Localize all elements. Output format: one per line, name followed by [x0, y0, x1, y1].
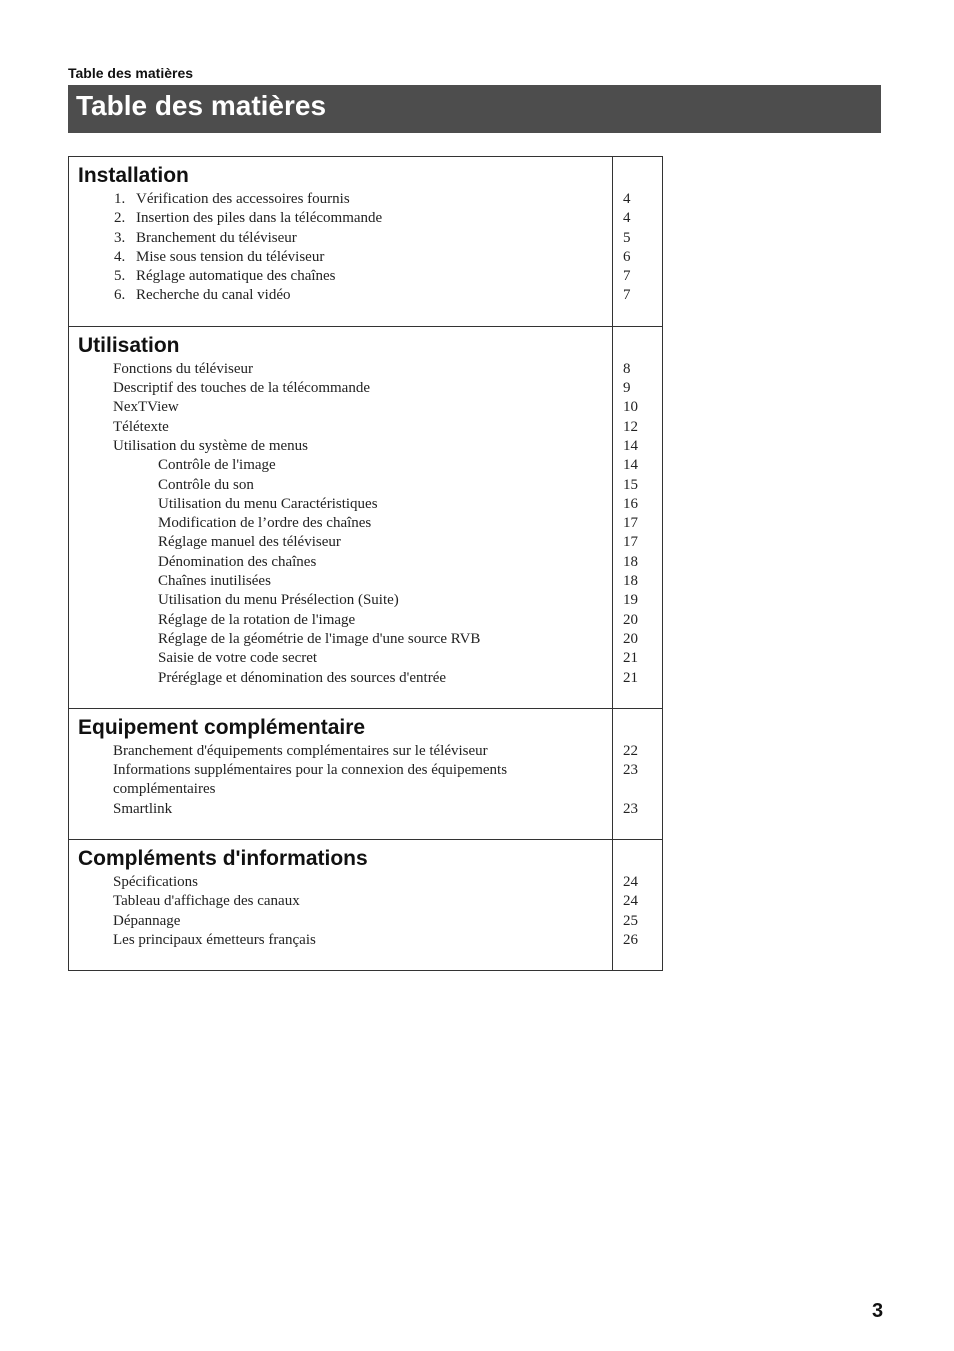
toc-entry[interactable] [78, 669, 612, 688]
entry-page: 10 [623, 399, 638, 416]
entry-page: 20 [623, 630, 638, 647]
entry-page: 22 [623, 742, 638, 759]
toc-entry[interactable] [78, 761, 612, 780]
entry-text: Informations supplémentaires pour la connexion des équipements [113, 762, 508, 779]
entry-text: Réglage de la géométrie de l'image d'une source RVB [158, 630, 481, 647]
toc-section [69, 157, 662, 326]
page-title: Table des matières [76, 90, 327, 121]
entry-page: 24 [623, 874, 638, 891]
toc-entry[interactable] [78, 931, 612, 950]
entry-number: 5. [114, 268, 126, 285]
entry-page: 20 [623, 611, 638, 628]
entry-page: 21 [623, 650, 638, 667]
entry-page: 23 [623, 762, 638, 779]
entry-text: Utilisation du système de menus [113, 437, 308, 454]
entry-page: 7 [623, 287, 631, 304]
entry-text: complémentaires [113, 781, 216, 798]
entry-text: Contrôle de l'image [158, 457, 276, 474]
toc-entry[interactable] [78, 476, 612, 495]
toc-table [68, 156, 663, 971]
entry-page: 4 [623, 191, 631, 207]
toc-entry[interactable] [78, 379, 612, 398]
section-pages [613, 840, 662, 970]
toc-entry[interactable] [78, 591, 612, 610]
entry-text: Tableau d'affichage des canaux [113, 893, 300, 910]
entry-page: 4 [623, 210, 631, 227]
entry-text: Mise sous tension du téléviseur [136, 248, 325, 265]
entry-page: 7 [623, 268, 631, 285]
toc-entry[interactable] [78, 248, 612, 267]
page-number: 3 [872, 1300, 884, 1322]
entry-page: 17 [623, 534, 638, 551]
toc-entry[interactable] [78, 572, 612, 591]
toc-entry[interactable] [78, 630, 612, 649]
entry-text: Réglage de la rotation de l'image [158, 611, 356, 628]
entry-page: 16 [623, 495, 638, 512]
entry-page: 6 [623, 248, 631, 265]
toc-entry[interactable] [78, 780, 612, 799]
entry-number: 6. [114, 287, 126, 304]
entry-page: 15 [623, 476, 638, 493]
entry-number: 3. [114, 229, 126, 246]
toc-entry[interactable] [78, 495, 612, 514]
title-bar [68, 85, 881, 133]
toc-entry[interactable] [78, 533, 612, 552]
section-pages [613, 157, 662, 326]
toc-entry[interactable] [78, 912, 612, 931]
entry-page: 18 [623, 573, 638, 590]
entry-text: Réglage manuel des téléviseur [158, 534, 341, 551]
section-title: Installation [78, 164, 189, 187]
section-pages [613, 327, 662, 708]
section-title: Compléments d'informations [78, 847, 368, 871]
toc-entry[interactable] [78, 418, 612, 437]
entry-text: NexTView [113, 399, 179, 416]
entry-page: 9 [623, 380, 631, 397]
entry-page: 26 [623, 931, 638, 948]
entry-page: 25 [623, 912, 638, 929]
section-title: Utilisation [78, 333, 180, 357]
toc-entry[interactable] [78, 267, 612, 286]
entry-number: 2. [114, 210, 126, 227]
toc-entry[interactable] [78, 190, 612, 209]
entry-page: 19 [623, 592, 638, 609]
entry-text: Réglage automatique des chaînes [136, 268, 336, 285]
toc-section [69, 708, 662, 839]
toc-section [69, 839, 662, 970]
toc-entry[interactable] [78, 800, 612, 819]
toc-entry[interactable] [78, 742, 612, 761]
toc-entry[interactable] [78, 649, 612, 668]
entry-text: Les principaux émetteurs français [113, 931, 316, 948]
section-pages [613, 709, 662, 839]
entry-text: Chaînes inutilisées [158, 573, 271, 590]
entry-text: Saisie de votre code secret [158, 650, 318, 667]
entry-text: Préréglage et dénomination des sources d'entrée [158, 669, 447, 686]
section-entries [69, 840, 613, 970]
entry-text: Insertion des piles dans la télécommande [136, 210, 383, 227]
toc-entry[interactable] [78, 873, 612, 892]
entry-page: 8 [623, 360, 631, 377]
toc-entry[interactable] [78, 398, 612, 417]
entry-text: Descriptif des touches de la télécommande [113, 380, 370, 397]
toc-section [69, 326, 662, 708]
section-entries [69, 709, 613, 839]
section-entries [69, 327, 613, 708]
entry-page: 18 [623, 553, 638, 570]
entry-page: 12 [623, 418, 638, 435]
entry-text: Dénomination des chaînes [158, 553, 317, 570]
entry-text: Dépannage [113, 912, 181, 929]
toc-entry[interactable] [78, 514, 612, 533]
toc-entry[interactable] [78, 553, 612, 572]
entry-text: Contrôle du son [158, 476, 254, 493]
entry-text: Utilisation du menu Caractéristiques [158, 495, 378, 512]
toc-entry[interactable] [78, 360, 612, 379]
section-title: Equipement complémentaire [78, 715, 366, 739]
toc-entry[interactable] [78, 209, 612, 228]
entry-text: Modification de l’ordre des chaînes [158, 515, 372, 532]
entry-number: 4. [114, 248, 126, 265]
entry-text: Branchement du téléviseur [136, 229, 297, 246]
entry-text: Recherche du canal vidéo [136, 287, 291, 304]
entry-page: 21 [623, 669, 638, 686]
entry-text: Smartlink [113, 800, 173, 817]
entry-page [623, 780, 662, 799]
entry-number: 1. [114, 191, 126, 207]
toc-entry[interactable] [78, 286, 612, 305]
entry-page: 14 [623, 437, 638, 454]
running-header: Table des matières [68, 65, 194, 81]
entry-text: Vérification des accessoires fournis [136, 191, 350, 207]
section-entries [69, 157, 613, 326]
entry-page: 5 [623, 229, 631, 246]
entry-text: Branchement d'équipements complémentaires sur le téléviseur [113, 742, 488, 759]
entry-page: 24 [623, 893, 638, 910]
entry-page: 14 [623, 457, 638, 474]
entry-text: Utilisation du menu Présélection (Suite) [158, 592, 399, 609]
entry-text: Fonctions du téléviseur [113, 360, 253, 377]
toc-entry[interactable] [78, 437, 612, 456]
entry-page: 17 [623, 515, 638, 532]
toc-entry[interactable] [78, 892, 612, 911]
toc-entry[interactable] [78, 456, 612, 475]
entry-text: Spécifications [113, 874, 198, 891]
entry-text: Télétexte [113, 418, 169, 435]
toc-entry[interactable] [78, 229, 612, 248]
entry-page: 23 [623, 800, 638, 817]
toc-entry[interactable] [78, 611, 612, 630]
